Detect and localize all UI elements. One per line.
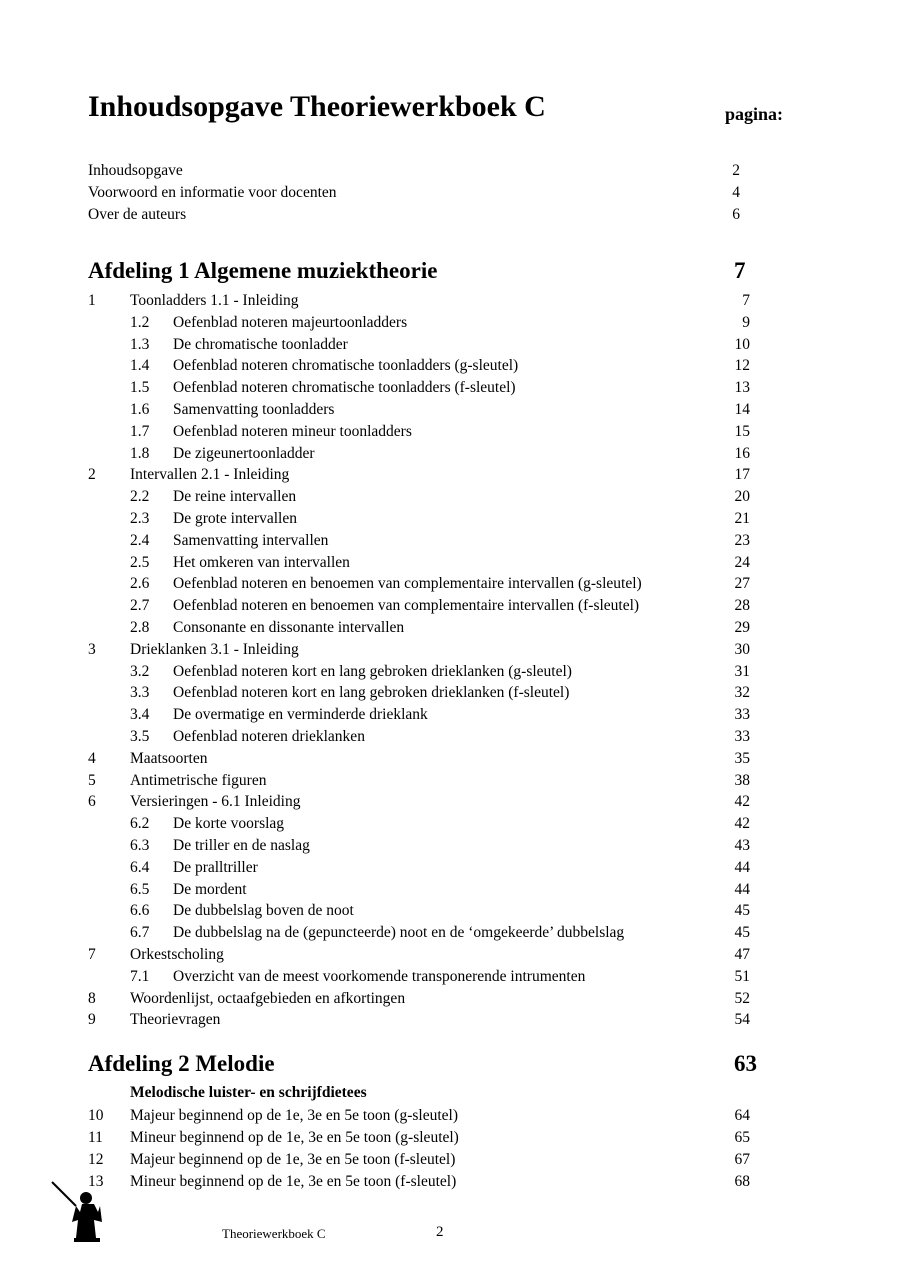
toc-entry-number: 1: [88, 292, 96, 309]
toc-entry-number: 10: [88, 1107, 104, 1124]
toc-entry-number: 8: [88, 989, 96, 1007]
toc-entry-number: 2.2: [130, 488, 150, 506]
toc-entry-number: 6.3: [130, 837, 150, 854]
toc-entry-title: Theorievragen: [130, 1011, 221, 1029]
toc-entry-title: Het omkeren van intervallen: [173, 553, 350, 571]
toc-entry-number: 6: [88, 793, 96, 811]
toc-entry-page: 31: [734, 662, 750, 680]
toc-entry-number: 2.5: [130, 553, 150, 571]
toc-entry-title: Majeur beginnend op de 1e, 3e en 5e toon (f-sleutel): [130, 1151, 456, 1168]
toc-entry-title: De chromatische toonladder: [173, 335, 348, 353]
toc-entry-page: 35: [734, 749, 750, 767]
toc-entry-page: 7: [742, 292, 750, 309]
toc-entry-page: 6: [732, 206, 740, 223]
toc-entry-page: 2: [732, 162, 740, 179]
toc-entry-title: Oefenblad noteren drieklanken: [173, 728, 365, 745]
toc-entry-page: 33: [734, 706, 750, 724]
toc-entry-page: 44: [734, 858, 750, 876]
toc-entry-title: Oefenblad noteren kort en lang gebroken drieklanken (f-sleutel): [173, 684, 570, 702]
toc-entry-title: Over de auteurs: [88, 206, 187, 223]
toc-entry-title: De korte voorslag: [173, 815, 285, 833]
toc-entry-number: 6.4: [130, 858, 150, 876]
toc-entry-page: 65: [734, 1129, 750, 1146]
toc-entry-page: 4: [732, 184, 740, 201]
toc-entry-page: 20: [734, 488, 750, 506]
toc-entry-number: 3.5: [130, 728, 150, 745]
toc-entry-number: 1.3: [130, 335, 150, 353]
section-heading-afdeling-2: Afdeling 2 Melodie: [88, 1051, 275, 1076]
toc-entry-page: 30: [734, 640, 750, 658]
toc-entry-title: Intervallen 2.1 - Inleiding: [130, 466, 290, 484]
toc-entry-page: 23: [734, 531, 750, 549]
toc-entry-title: Oefenblad noteren en benoemen van complementaire intervallen (g-sleutel): [173, 575, 642, 593]
toc-entry-title: De grote intervallen: [173, 510, 297, 527]
toc-entry-number: 4: [88, 749, 96, 767]
toc-entry-title: Inhoudsopgave: [88, 162, 183, 179]
toc-entry-page: 14: [734, 401, 750, 418]
toc-entry-number: 7: [88, 946, 96, 963]
toc-entry-page: 67: [734, 1151, 750, 1168]
toc-entry-page: 43: [734, 837, 750, 854]
toc-entry-number: 9: [88, 1011, 96, 1029]
toc-entry-title: Majeur beginnend op de 1e, 3e en 5e toon (g-sleutel): [130, 1107, 458, 1124]
toc-entry-page: 13: [734, 379, 750, 397]
toc-entry-title: De zigeunertoonladder: [173, 444, 315, 462]
toc-entry-page: 38: [734, 771, 750, 789]
toc-entry-page: 27: [734, 575, 750, 593]
toc-entry-title: Overzicht van de meest voorkomende transponerende intrumenten: [173, 967, 586, 985]
toc-entry-page: 24: [734, 553, 750, 571]
toc-entry-title: Toonladders 1.1 - Inleiding: [130, 292, 299, 309]
toc-entry-number: 2.6: [130, 575, 150, 593]
section-heading-afdeling-1: Afdeling 1 Algemene muziektheorie: [88, 258, 438, 283]
toc-entry-title: De mordent: [173, 880, 247, 898]
toc-entry-number: 5: [88, 771, 96, 789]
toc-entry-page: 68: [734, 1173, 750, 1190]
toc-entry-page: 45: [734, 924, 750, 942]
toc-entry-title: Mineur beginnend op de 1e, 3e en 5e toon (f-sleutel): [130, 1173, 457, 1190]
toc-entry-page: 9: [742, 313, 750, 331]
toc-entry-page: 12: [734, 357, 750, 375]
pagina-label: pagina:: [725, 104, 784, 124]
toc-entry-page: 16: [734, 444, 750, 462]
toc-entry-page: 15: [734, 422, 750, 440]
conductor-logo-icon: [50, 1176, 110, 1246]
toc-entry-page: 54: [734, 1011, 750, 1029]
toc-entry-title: Oefenblad noteren kort en lang gebroken drieklanken (g-sleutel): [173, 662, 572, 680]
toc-entry-page: 28: [734, 597, 750, 615]
toc-entry-page: 44: [734, 880, 750, 898]
toc-entry-number: 1.8: [130, 444, 150, 462]
toc-entry-number: 3: [88, 640, 96, 658]
section-page-afdeling-2: 63: [734, 1051, 757, 1076]
toc-entry-page: 42: [734, 793, 750, 811]
toc-entry-number: 1.2: [130, 313, 150, 331]
toc-entry-number: 2.7: [130, 597, 150, 615]
toc-entry-title: Voorwoord en informatie voor docenten: [88, 184, 337, 201]
toc-entry-title: Oefenblad noteren mineur toonladders: [173, 422, 412, 440]
toc-entry-page: 21: [734, 510, 750, 527]
toc-entry-title: Samenvatting toonladders: [173, 401, 335, 418]
toc-entry-title: Consonante en dissonante intervallen: [173, 619, 405, 636]
toc-entry-page: 64: [734, 1107, 750, 1124]
toc-entry-number: 13: [88, 1173, 104, 1190]
toc-entry-number: 6.2: [130, 815, 150, 833]
toc-entry-page: 29: [734, 619, 750, 636]
toc-entry-number: 2.4: [130, 531, 150, 549]
page-title: Inhoudsopgave Theoriewerkboek C: [88, 90, 546, 123]
toc-entry-number: 12: [88, 1151, 104, 1168]
toc-entry-title: De triller en de naslag: [173, 837, 310, 854]
toc-entry-title: Drieklanken 3.1 - Inleiding: [130, 640, 299, 658]
toc-entry-title: Orkestscholing: [130, 946, 224, 963]
afdeling-2-subheading: Melodische luister- en schrijfdietees: [130, 1084, 367, 1101]
toc-entry-number: 1.5: [130, 379, 150, 397]
toc-entry-title: Oefenblad noteren majeurtoonladders: [173, 313, 408, 331]
footer-page-number: 2: [436, 1224, 444, 1240]
toc-entry-number: 2.8: [130, 619, 150, 636]
footer-book-title: Theoriewerkboek C: [222, 1226, 326, 1241]
toc-entry-number: 1.7: [130, 422, 150, 440]
toc-entry-page: 10: [734, 335, 750, 353]
toc-entry-title: Woordenlijst, octaafgebieden en afkortingen: [130, 989, 406, 1007]
toc-entry-page: 33: [734, 728, 750, 745]
toc-entry-number: 2: [88, 466, 96, 484]
section-page-afdeling-1: 7: [734, 258, 746, 283]
toc-entry-page: 52: [734, 989, 750, 1007]
toc-entry-number: 6.6: [130, 902, 150, 920]
toc-entry-page: 17: [734, 466, 750, 484]
toc-entry-title: Antimetrische figuren: [130, 771, 267, 789]
toc-entry-title: De pralltriller: [173, 858, 258, 876]
toc-entry-title: De dubbelslag na de (gepuncteerde) noot en de ‘omgekeerde’ dubbelslag: [173, 924, 625, 942]
toc-entry-title: Maatsoorten: [130, 749, 208, 767]
toc-entry-title: Mineur beginnend op de 1e, 3e en 5e toon (g-sleutel): [130, 1129, 459, 1146]
toc-entry-title: Versieringen - 6.1 Inleiding: [130, 793, 301, 811]
toc-entry-number: 7.1: [130, 967, 150, 985]
toc-entry-title: De overmatige en verminderde drieklank: [173, 706, 428, 724]
toc-entry-number: 3.3: [130, 684, 150, 702]
toc-entry-page: 45: [734, 902, 750, 920]
toc-entry-page: 32: [734, 684, 750, 702]
toc-entry-title: De dubbelslag boven de noot: [173, 902, 354, 920]
toc-entry-number: 3.2: [130, 662, 150, 680]
toc-entry-number: 1.6: [130, 401, 150, 418]
toc-entry-title: Samenvatting intervallen: [173, 531, 329, 549]
toc-entry-number: 6.7: [130, 924, 150, 942]
toc-entry-number: 3.4: [130, 706, 150, 724]
toc-entry-title: Oefenblad noteren chromatische toonladders (g-sleutel): [173, 357, 519, 375]
toc-entry-number: 2.3: [130, 510, 150, 527]
toc-entry-title: Oefenblad noteren en benoemen van complementaire intervallen (f-sleutel): [173, 597, 640, 615]
toc-entry-number: 6.5: [130, 880, 150, 898]
toc-entry-number: 1.4: [130, 357, 150, 375]
toc-entry-title: De reine intervallen: [173, 488, 297, 506]
toc-entry-page: 42: [734, 815, 750, 833]
toc-entry-title: Oefenblad noteren chromatische toonladders (f-sleutel): [173, 379, 516, 397]
toc-entry-page: 47: [734, 946, 750, 963]
toc-entry-number: 11: [88, 1129, 103, 1146]
toc-entry-page: 51: [734, 967, 750, 985]
